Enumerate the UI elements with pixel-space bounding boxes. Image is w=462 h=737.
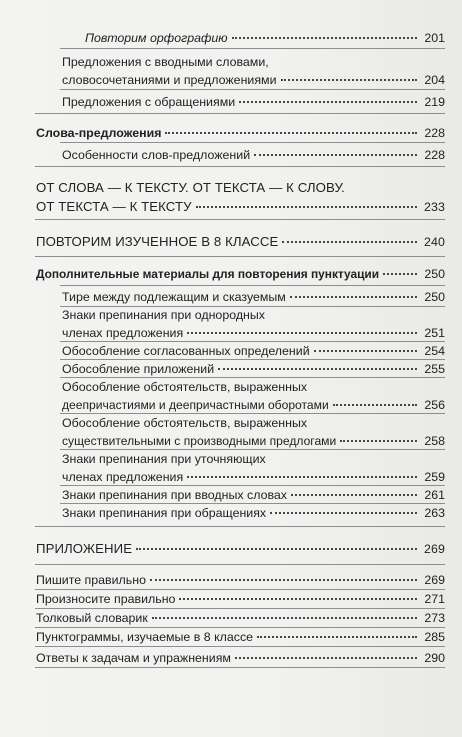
toc-separator (35, 113, 445, 114)
toc-entry-word-sentence-features (62, 147, 445, 163)
toc-entry-intro-words-line1 (62, 54, 445, 70)
toc-separator (60, 341, 445, 342)
toc-leader-dots (196, 206, 417, 208)
toc-entry-title: Пунктограммы, изучаемые в 8 классе (36, 630, 254, 644)
toc-entry-page: 228 (424, 148, 445, 162)
toc-separator (60, 413, 445, 414)
toc-entry-word-text (36, 199, 445, 215)
toc-leader-dots (187, 476, 417, 478)
toc-leader-dots (254, 154, 417, 156)
toc-entry-page: 233 (424, 200, 445, 214)
toc-leader-dots (291, 494, 417, 496)
toc-entry-page: 250 (424, 267, 445, 281)
toc-entry-page: 258 (424, 434, 445, 448)
toc-entry-title-line2: ОТ ТЕКСТА — К ТЕКСТУ (36, 199, 192, 214)
toc-entry-title-line2: членах предложения (62, 326, 184, 340)
toc-entry-appositions (62, 361, 445, 377)
toc-entry-page: 240 (424, 235, 445, 249)
toc-entry-title: Тире между подлежащим и сказуемым (62, 290, 286, 304)
toc-entry-title: Ответы к задачам и упражнениям (36, 651, 231, 665)
toc-entry-answers (36, 650, 445, 666)
toc-entry-appendix (36, 541, 445, 557)
toc-entry-page: 273 (424, 611, 445, 625)
toc-separator (60, 285, 445, 286)
toc-separator (60, 377, 445, 378)
toc-entry-title: Произносите правильно (36, 592, 176, 606)
toc-entry-address-sentences (62, 94, 445, 110)
toc-entry-title-line1: Знаки препинания при однородных (62, 308, 266, 322)
toc-separator (60, 89, 445, 90)
toc-leader-dots (235, 657, 417, 659)
toc-entry-intro-words-punct (62, 487, 445, 503)
toc-separator (35, 608, 445, 609)
toc-separator (35, 526, 445, 527)
toc-entry-intro-words (62, 72, 445, 88)
toc-entry-page: 269 (424, 573, 445, 587)
toc-entry-title-line2: словосочетаниями и предложениями (62, 73, 277, 87)
toc-leader-dots (314, 350, 417, 352)
toc-entry-gerund-circumstances (62, 397, 445, 413)
toc-leader-dots (270, 512, 417, 514)
toc-separator (35, 256, 445, 257)
toc-separator (35, 646, 445, 647)
toc-entry-page: 263 (424, 506, 445, 520)
toc-entry-title-line1: Обособление обстоятельств, выраженных (62, 380, 308, 394)
toc-entry-title: Обособление приложений (62, 362, 215, 376)
toc-leader-dots (257, 636, 417, 638)
toc-entry-title: ПРИЛОЖЕНИЕ (36, 541, 133, 556)
toc-separator (60, 503, 445, 504)
toc-entry-title: Знаки препинания при обращениях (62, 506, 267, 520)
toc-separator (35, 166, 445, 167)
toc-entry-page: 254 (424, 344, 445, 358)
toc-entry-page: 285 (424, 630, 445, 644)
toc-entry-title-line1: Предложения с вводными словами, (62, 55, 269, 69)
toc-entry-title: Обособление согласованных определений (62, 344, 310, 358)
toc-leader-dots (239, 101, 417, 103)
toc-separator (35, 589, 445, 590)
toc-separator (35, 627, 445, 628)
toc-entry-punctograms (36, 629, 445, 645)
toc-separator (60, 449, 445, 450)
toc-entry-title: Слова-предложения (36, 126, 162, 140)
toc-entry-clarifying (62, 469, 445, 485)
toc-separator (60, 48, 445, 49)
toc-entry-page: 228 (424, 126, 445, 140)
toc-entry-repeat-orthography (85, 30, 445, 46)
toc-separator (60, 142, 445, 143)
toc-entry-repeat-grade8 (36, 234, 445, 250)
toc-entry-page: 219 (424, 95, 445, 109)
toc-separator (60, 485, 445, 486)
toc-leader-dots (152, 617, 417, 619)
toc-entry-page: 255 (424, 362, 445, 376)
toc-entry-clarifying-line1 (62, 451, 445, 467)
toc-leader-dots (218, 368, 417, 370)
toc-leader-dots (232, 37, 417, 39)
toc-entry-extra-punctuation (36, 266, 445, 282)
toc-entry-page: 269 (424, 542, 445, 556)
toc-entry-title-line1: Знаки препинания при уточняющих (62, 452, 266, 466)
toc-entry-page: 256 (424, 398, 445, 412)
toc-entry-page: 259 (424, 470, 445, 484)
toc-entry-title-line1: Обособление обстоятельств, выраженных (62, 416, 308, 430)
toc-leader-dots (333, 404, 417, 406)
toc-entry-word-text-line1 (36, 180, 445, 196)
toc-leader-dots (136, 548, 417, 550)
toc-entry-page: 201 (424, 31, 445, 45)
toc-entry-agreed-definitions (62, 343, 445, 359)
toc-entry-dash (62, 289, 445, 305)
toc-entry-title: Предложения с обращениями (62, 95, 236, 109)
toc-entry-page: 251 (424, 326, 445, 340)
toc-entry-page: 204 (424, 73, 445, 87)
toc-entry-page: 271 (424, 592, 445, 606)
toc-entry-page: 250 (424, 290, 445, 304)
toc-leader-dots (383, 273, 417, 275)
toc-leader-dots (179, 598, 417, 600)
toc-entry-pronounce-correctly (36, 591, 445, 607)
toc-entry-noun-circumstances-line1 (62, 415, 445, 431)
toc-separator (35, 667, 445, 668)
toc-leader-dots (150, 579, 417, 581)
toc-entry-title: Толковый словарик (36, 611, 148, 625)
toc-leader-dots (281, 79, 418, 81)
toc-entry-title-line1: ОТ СЛОВА — К ТЕКСТУ. ОТ ТЕКСТА — К СЛОВУ. (36, 180, 345, 195)
toc-entry-gerund-circumstances-line1 (62, 379, 445, 395)
toc-leader-dots (290, 296, 417, 298)
toc-entry-page: 261 (424, 488, 445, 502)
toc-entry-title: ПОВТОРИМ ИЗУЧЕННОЕ В 8 КЛАССЕ (36, 234, 279, 249)
toc-leader-dots (165, 132, 417, 134)
toc-entry-address-punct (62, 505, 445, 521)
toc-entry-noun-circumstances (62, 433, 445, 449)
toc-entry-title-line2: членах предложения (62, 470, 184, 484)
toc-entry-homogeneous-line1 (62, 307, 445, 323)
toc-entry-homogeneous (62, 325, 445, 341)
toc-entry-title-line2: деепричастиями и деепричастными оборотами (62, 398, 329, 412)
toc-leader-dots (187, 332, 417, 334)
toc-entry-page: 290 (424, 651, 445, 665)
toc-separator (35, 564, 445, 565)
toc-entry-title: Дополнительные материалы для повторения пунктуации (36, 267, 380, 281)
toc-entry-dictionary (36, 610, 445, 626)
toc-entry-title-line2: существительными с производными предлогами (62, 434, 337, 448)
toc-leader-dots (340, 440, 417, 442)
toc-entry-write-correctly (36, 572, 445, 588)
toc-separator (60, 359, 445, 360)
toc-entry-word-sentences (36, 125, 445, 141)
toc-separator (35, 219, 445, 220)
toc-entry-title: Пишите правильно (36, 573, 146, 587)
toc-entry-title: Повторим орфографию (85, 31, 228, 45)
toc-leader-dots (282, 241, 417, 243)
toc-entry-title: Особенности слов-предложений (62, 148, 251, 162)
toc-entry-title: Знаки препинания при вводных словах (62, 488, 287, 502)
